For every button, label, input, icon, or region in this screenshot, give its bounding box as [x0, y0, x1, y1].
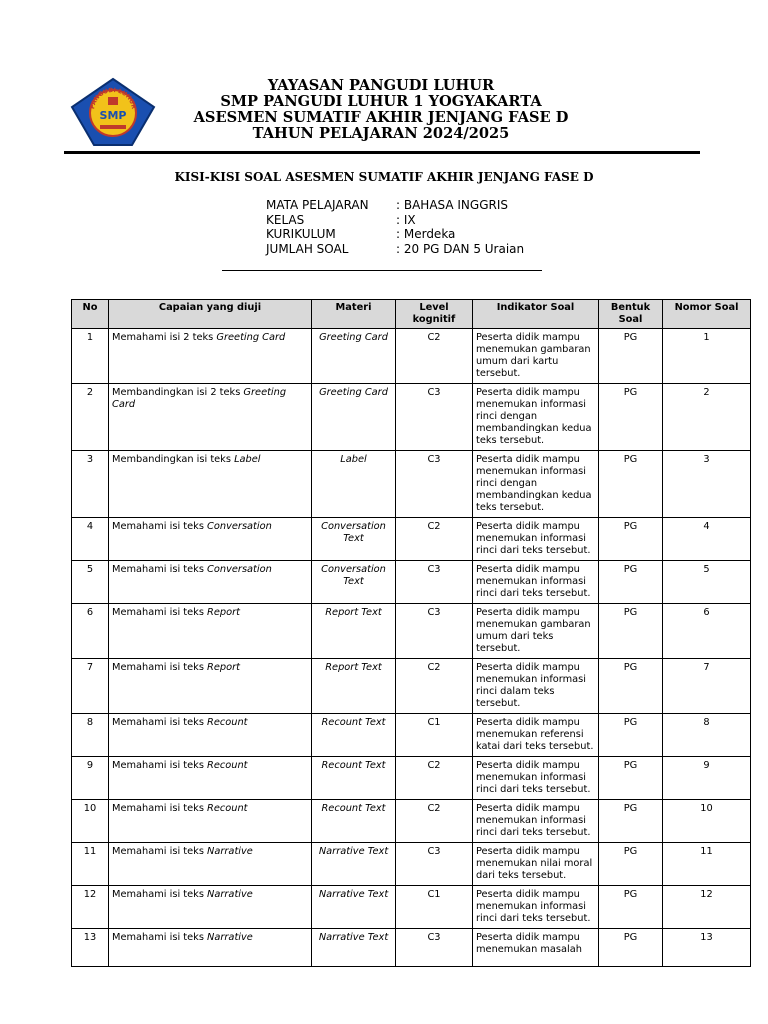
capaian-text: Memahami isi teks: [112, 607, 208, 618]
cell-no: 10: [72, 800, 109, 843]
capaian-text-type: Label: [234, 454, 261, 465]
cell-nomor: 2: [663, 384, 751, 451]
cell-materi: Recount Text: [312, 757, 396, 800]
capaian-text: Memahami isi teks: [112, 521, 208, 532]
school-name: SMP PANGUDI LUHUR 1 YOGYAKARTA: [220, 93, 542, 110]
table-row: [72, 757, 751, 800]
capaian-text: Memahami isi teks: [112, 564, 208, 575]
cell-level: C3: [396, 451, 473, 518]
cell-capaian: [109, 329, 312, 384]
cell-bentuk: PG: [599, 757, 663, 800]
cell-materi: Greeting Card: [312, 329, 396, 384]
cell-level: C3: [396, 929, 473, 967]
cell-indikator: Peserta didik mampu menemukan informasi rinci dari teks tersebut.: [473, 886, 599, 929]
cell-no: 13: [72, 929, 109, 967]
cell-indikator: Peserta didik mampu menemukan masalah: [473, 929, 599, 967]
table-body: [72, 329, 751, 967]
cell-nomor: 13: [663, 929, 751, 967]
cell-bentuk: PG: [599, 329, 663, 384]
cell-level: C3: [396, 561, 473, 604]
column-header: Indikator Soal: [473, 300, 599, 329]
school-logo: [70, 77, 156, 147]
cell-nomor: 6: [663, 604, 751, 659]
cell-indikator: Peserta didik mampu menemukan informasi rinci dari teks tersebut.: [473, 518, 599, 561]
cell-nomor: 3: [663, 451, 751, 518]
table-row: [72, 929, 751, 967]
cell-bentuk: PG: [599, 604, 663, 659]
meta-value: : 20 PG DAN 5 Uraian: [396, 241, 525, 256]
cell-indikator: Peserta didik mampu menemukan informasi rinci dengan membandingkan kedua teks tersebut.: [473, 451, 599, 518]
column-header: Bentuk Soal: [599, 300, 663, 329]
table-row: [72, 561, 751, 604]
meta-key: JUMLAH SOAL: [266, 241, 349, 256]
column-header: Nomor Soal: [663, 300, 751, 329]
cell-no: 9: [72, 757, 109, 800]
cell-level: C1: [396, 714, 473, 757]
cell-no: 1: [72, 329, 109, 384]
table-header-row: [72, 300, 751, 329]
column-header: Capaian yang diuji: [109, 300, 312, 329]
meta-info: [266, 198, 524, 256]
capaian-text-type: Narrative: [207, 846, 253, 857]
cell-indikator: Peserta didik mampu menemukan informasi rinci dalam teks tersebut.: [473, 659, 599, 714]
cell-capaian: [109, 757, 312, 800]
header-divider: [64, 151, 700, 154]
cell-no: 11: [72, 843, 109, 886]
column-header: Materi: [312, 300, 396, 329]
capaian-text-type: Narrative: [207, 932, 253, 943]
column-header: Level kognitif: [396, 300, 473, 329]
capaian-text: Memahami isi teks: [112, 662, 208, 673]
meta-key: MATA PELAJARAN: [266, 198, 369, 212]
cell-level: C1: [396, 886, 473, 929]
cell-no: 4: [72, 518, 109, 561]
cell-capaian: [109, 714, 312, 757]
cell-capaian: [109, 886, 312, 929]
letterhead: [150, 78, 612, 142]
cell-bentuk: PG: [599, 659, 663, 714]
cell-materi: Narrative Text: [312, 886, 396, 929]
cell-level: C3: [396, 384, 473, 451]
cell-capaian: [109, 929, 312, 967]
capaian-text: Memahami isi teks: [112, 760, 208, 771]
cell-no: 5: [72, 561, 109, 604]
table-row: [72, 843, 751, 886]
meta-row: [266, 227, 524, 242]
cell-level: C3: [396, 843, 473, 886]
cell-bentuk: PG: [599, 800, 663, 843]
meta-value: : BAHASA INGGRIS: [396, 198, 509, 212]
capaian-text-type: Narrative: [207, 889, 253, 900]
meta-row: [266, 198, 524, 213]
capaian-text-type: Report: [207, 662, 240, 673]
cell-capaian: [109, 659, 312, 714]
capaian-text: Memahami isi teks: [112, 803, 208, 814]
cell-no: 8: [72, 714, 109, 757]
capaian-text: Memahami isi 2 teks: [112, 332, 217, 343]
cell-level: C2: [396, 800, 473, 843]
logo-center-text: SMP: [99, 109, 127, 122]
cell-bentuk: PG: [599, 451, 663, 518]
cell-capaian: [109, 384, 312, 451]
kisi-kisi-table: [71, 299, 751, 967]
capaian-text-type: Conversation: [207, 521, 272, 532]
table-row: [72, 518, 751, 561]
table-row: [72, 451, 751, 518]
cell-nomor: 9: [663, 757, 751, 800]
table-row: [72, 604, 751, 659]
cell-no: 3: [72, 451, 109, 518]
cell-level: C3: [396, 604, 473, 659]
table-row: [72, 659, 751, 714]
document-title: KISI-KISI SOAL ASESMEN SUMATIF AKHIR JENJANG FASE D: [174, 170, 594, 184]
cell-capaian: [109, 800, 312, 843]
cell-bentuk: PG: [599, 886, 663, 929]
cell-no: 2: [72, 384, 109, 451]
cell-level: C2: [396, 757, 473, 800]
table-row: [72, 886, 751, 929]
cell-indikator: Peserta didik mampu menemukan informasi rinci dengan membandingkan kedua teks tersebut.: [473, 384, 599, 451]
academic-year: TAHUN PELAJARAN 2024/2025: [252, 125, 510, 142]
cell-materi: Greeting Card: [312, 384, 396, 451]
table-row: [72, 384, 751, 451]
cell-materi: Label: [312, 451, 396, 518]
meta-row: [266, 213, 524, 228]
cell-capaian: [109, 451, 312, 518]
cell-indikator: Peserta didik mampu menemukan nilai moral dari teks tersebut.: [473, 843, 599, 886]
cell-capaian: [109, 843, 312, 886]
cell-indikator: Peserta didik mampu menemukan gambaran umum dari teks tersebut.: [473, 604, 599, 659]
cell-no: 7: [72, 659, 109, 714]
cell-capaian: [109, 604, 312, 659]
capaian-text-type: Recount: [207, 803, 248, 814]
logo-arc-text: PANGUDI LUHUR: [89, 86, 137, 110]
cell-materi: Report Text: [312, 604, 396, 659]
meta-value: : Merdeka: [396, 227, 456, 242]
capaian-text: Membandingkan isi 2 teks: [112, 387, 244, 398]
cell-nomor: 8: [663, 714, 751, 757]
cell-no: 12: [72, 886, 109, 929]
cell-materi: Recount Text: [312, 714, 396, 757]
cell-nomor: 1: [663, 329, 751, 384]
cell-bentuk: PG: [599, 843, 663, 886]
cell-materi: Conversation Text: [312, 518, 396, 561]
cell-materi: Recount Text: [312, 800, 396, 843]
cell-nomor: 4: [663, 518, 751, 561]
cell-bentuk: PG: [599, 929, 663, 967]
table-row: [72, 329, 751, 384]
cell-bentuk: PG: [599, 518, 663, 561]
meta-value: : IX: [396, 212, 416, 227]
meta-key: KURIKULUM: [266, 227, 336, 242]
foundation-name: YAYASAN PANGUDI LUHUR: [267, 77, 495, 94]
capaian-text: Memahami isi teks: [112, 717, 208, 728]
cell-materi: Narrative Text: [312, 843, 396, 886]
cell-bentuk: PG: [599, 714, 663, 757]
cell-indikator: Peserta didik mampu menemukan informasi rinci dari teks tersebut.: [473, 757, 599, 800]
cell-nomor: 12: [663, 886, 751, 929]
cell-no: 6: [72, 604, 109, 659]
table-row: [72, 714, 751, 757]
cell-level: C2: [396, 659, 473, 714]
capaian-text-type: Greeting Card: [112, 387, 287, 410]
cell-nomor: 11: [663, 843, 751, 886]
cell-capaian: [109, 561, 312, 604]
table-row: [72, 800, 751, 843]
capaian-text-type: Report: [207, 607, 240, 618]
meta-key: KELAS: [266, 212, 305, 227]
cell-materi: Conversation Text: [312, 561, 396, 604]
cell-level: C2: [396, 329, 473, 384]
cell-materi: Narrative Text: [312, 929, 396, 967]
cell-nomor: 5: [663, 561, 751, 604]
capaian-text: Memahami isi teks: [112, 846, 208, 857]
column-header: No: [72, 300, 109, 329]
cell-bentuk: PG: [599, 561, 663, 604]
cell-indikator: Peserta didik mampu menemukan referensi katai dari teks tersebut.: [473, 714, 599, 757]
meta-divider: [222, 270, 542, 271]
cell-bentuk: PG: [599, 384, 663, 451]
capaian-text: Membandingkan isi teks: [112, 454, 235, 465]
capaian-text-type: Recount: [207, 717, 248, 728]
cell-indikator: Peserta didik mampu menemukan informasi rinci dari teks tersebut.: [473, 561, 599, 604]
capaian-text-type: Recount: [207, 760, 248, 771]
capaian-text: Memahami isi teks: [112, 889, 208, 900]
cell-indikator: Peserta didik mampu menemukan informasi rinci dari teks tersebut.: [473, 800, 599, 843]
capaian-text: Memahami isi teks: [112, 932, 208, 943]
cell-materi: Report Text: [312, 659, 396, 714]
cell-nomor: 7: [663, 659, 751, 714]
cell-level: C2: [396, 518, 473, 561]
capaian-text-type: Greeting Card: [216, 332, 286, 343]
meta-row: [266, 242, 524, 257]
cell-capaian: [109, 518, 312, 561]
exam-name: ASESMEN SUMATIF AKHIR JENJANG FASE D: [193, 109, 569, 126]
capaian-text-type: Conversation: [207, 564, 272, 575]
cell-indikator: Peserta didik mampu menemukan gambaran umum dari kartu tersebut.: [473, 329, 599, 384]
cell-nomor: 10: [663, 800, 751, 843]
